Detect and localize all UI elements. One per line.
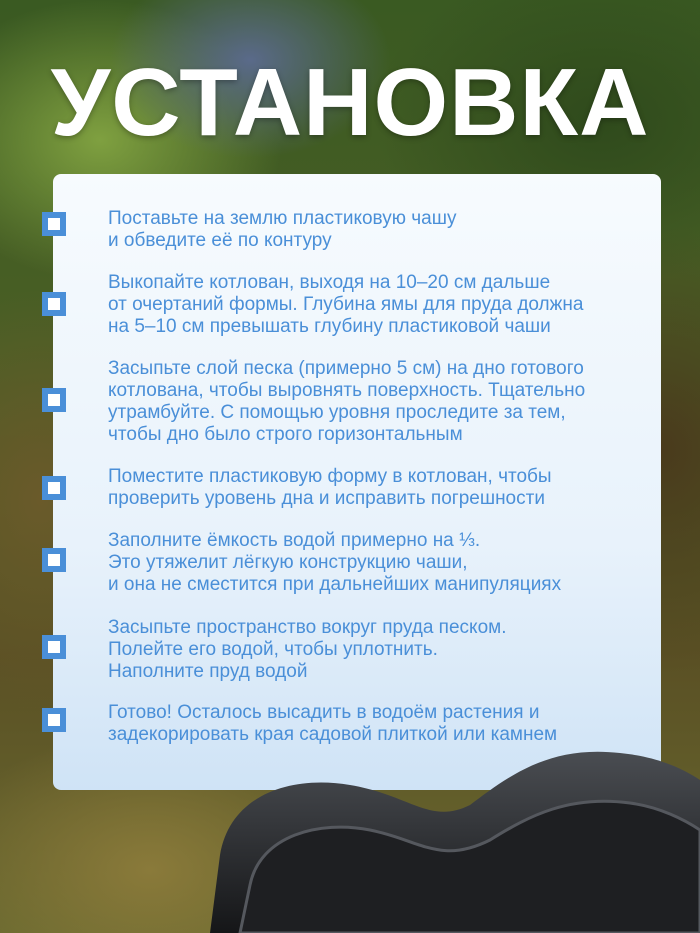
checkbox-icon [42, 212, 66, 236]
step-3: Засыпьте слой песка (примерно 5 см) на дно готового котлована, чтобы выровнять поверхность. Тщательно утрамбуйте. С помощью уровня проследите за тем, чтобы дно было строго горизонтальным [108, 358, 586, 445]
step-6: Засыпьте пространство вокруг пруда песком. Полейте его водой, чтобы уплотнить. Наполните пруд водой [108, 617, 507, 682]
checkbox-icon [42, 292, 66, 316]
step-2: Выкопайте котлован, выходя на 10–20 см дальше от очертаний формы. Глубина ямы для пруда должна на 5–10 см превышать глубину пластиковой чаши [108, 272, 584, 337]
plastic-pond-image [210, 745, 700, 933]
page-title: УСТАНОВКА [50, 49, 650, 156]
checkbox-icon [42, 476, 66, 500]
step-7: Готово! Осталось высадить в водоём растения и задекорировать края садовой плиткой или камнем [108, 702, 558, 745]
checkbox-icon [42, 708, 66, 732]
step-4: Поместите пластиковую форму в котлован, чтобы проверить уровень дна и исправить погрешности [108, 466, 552, 509]
checkbox-icon [42, 548, 66, 572]
step-1: Поставьте на землю пластиковую чашу и обведите её по контуру [108, 208, 457, 251]
checkbox-icon [42, 635, 66, 659]
step-5: Заполните ёмкость водой примерно на ⅓. Это утяжелит лёгкую конструкцию чаши, и она не сместится при дальнейших манипуляциях [108, 530, 562, 595]
checkbox-icon [42, 388, 66, 412]
